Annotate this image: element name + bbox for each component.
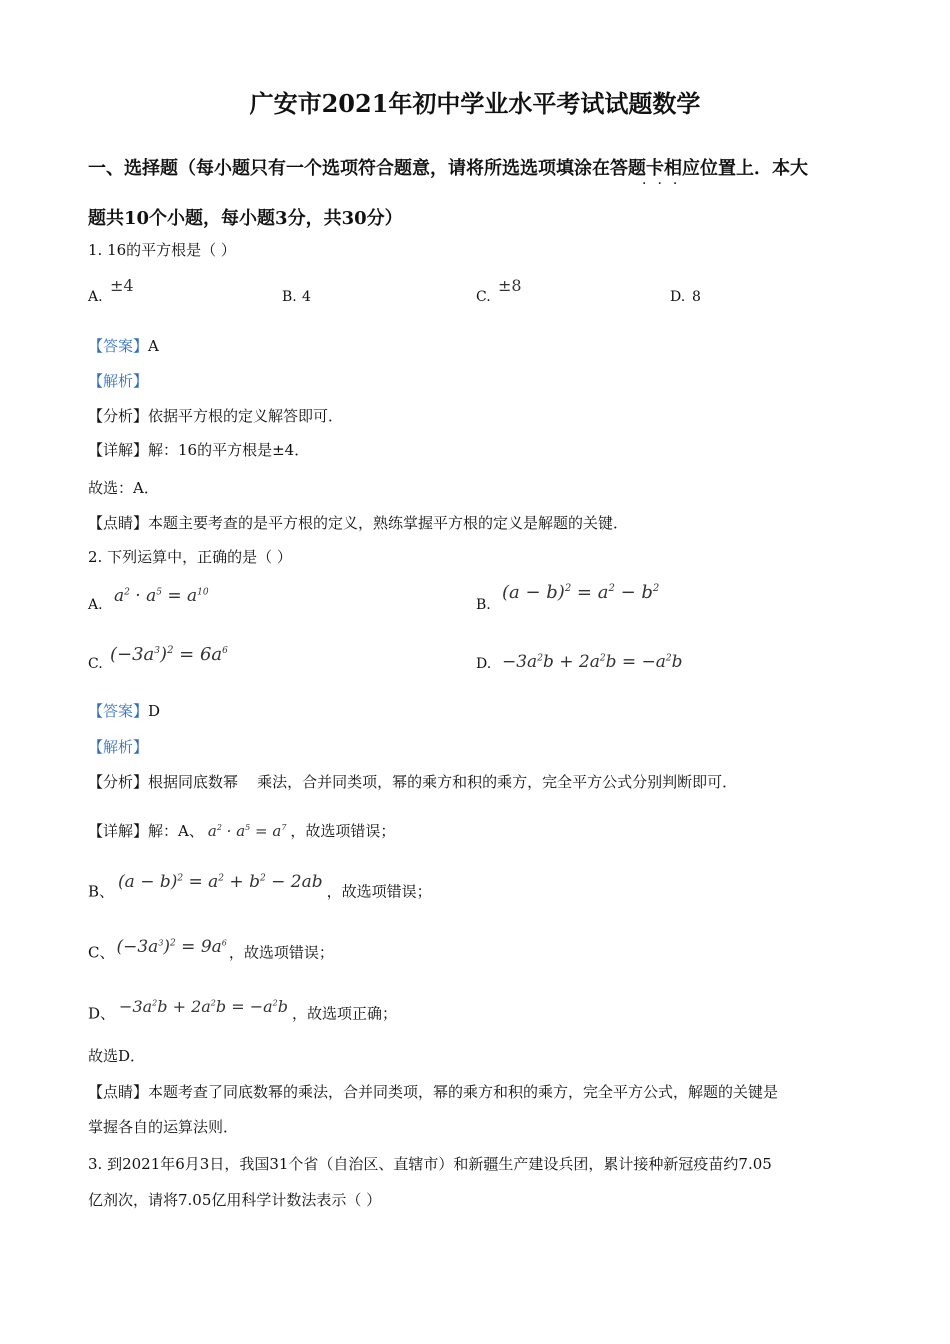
q2-option-b-label: B.	[476, 597, 491, 613]
page-title: 广安市2021年初中学业水平考试试题数学	[249, 89, 701, 118]
q2-detail-c-suffix: ，故选项错误；	[228, 943, 334, 962]
q1-option-d-math: 8	[692, 289, 701, 305]
q2-dianjing-line2: 掌握各自的运算法则．	[88, 1118, 239, 1136]
q2-detail-b-suffix: ，故选项错误；	[326, 882, 432, 901]
q2-detail-b-math: $(a - b)^2 = a^2 + b^2 - 2ab$	[118, 871, 323, 892]
q2-detail-d-prefix: D、	[88, 1004, 116, 1023]
q2-detail-a	[88, 818, 395, 841]
q1-dianjing	[88, 513, 628, 533]
q2-dianjing-text1: 本题考查了同底数幂的乘法，合并同类项，幂的乘方和积的乘方，完全平方公式，解题的关键是	[148, 1083, 779, 1101]
q2-choose: 故选D．	[88, 1047, 146, 1065]
q1-option-b-label: B.	[282, 289, 297, 305]
q1-xiangjie	[88, 440, 309, 460]
q3-stem-line1: 3. 到2021年6月3日，我国31个省（自治区、直辖市）和新疆生产建设兵团，累计接种新冠疫苗约7.05	[88, 1155, 772, 1173]
q2-option-d-label: D.	[476, 656, 492, 672]
emphasis-dots: ···	[642, 176, 689, 192]
q1-fenxi	[88, 406, 343, 426]
q2-fenxi	[88, 772, 737, 792]
q2-detail-c-prefix: C、	[88, 943, 115, 962]
q2-detail-a-math: $a^2 \cdot a^5 = a^7$	[207, 822, 287, 840]
q2-answer-value: D	[148, 702, 161, 720]
q2-analysis-tag: 【解析】	[88, 738, 149, 756]
q1-stem: 1. 16的平方根是（ ）	[88, 241, 236, 259]
q1-dianjing-text: 本题主要考查的是平方根的定义，熟练掌握平方根的定义是解题的关键．	[148, 514, 629, 532]
q2-detail-c-math: $(-3a^3)^2 = 9a^6$	[116, 936, 227, 957]
q2-option-a-math: $a^2 \cdot a^5 = a^{10}$	[114, 586, 209, 606]
q1-choose: 故选：A．	[88, 479, 159, 497]
dianjing-tag: 【点睛】	[88, 514, 149, 532]
q2-option-c-label: C.	[88, 656, 103, 672]
section-heading-text: 一、选择题（每小题只有一个选项符合题意，请将所选选项填涂在答题卡相应位置上．本大	[88, 158, 808, 179]
q3-stem-line2: 亿剂次，请将7.05亿用科学计数法表示（ ）	[88, 1191, 382, 1209]
answer-tag: 【答案】	[88, 702, 149, 720]
q2-option-b-math: $(a - b)^2 = a^2 - b^2$	[502, 582, 660, 603]
q2-option-d-math: $-3a^2b + 2a^2b = -a^2b$	[502, 652, 683, 672]
q1-option-a-label: A.	[88, 289, 103, 305]
fenxi-tag: 【分析】	[88, 773, 149, 791]
q1-option-a-math: ±4	[110, 276, 134, 295]
q2-dianjing-line1	[88, 1082, 778, 1102]
q1-option-c-math: ±8	[498, 276, 522, 295]
q1-option-b-math: 4	[302, 289, 311, 305]
q2-detail-b-prefix: B、	[88, 882, 115, 901]
q2-detail-a-prefix: 解：A、	[148, 822, 204, 840]
q2-detail-d-math: $-3a^2b + 2a^2b = -a^2b$	[119, 997, 288, 1017]
fenxi-tag: 【分析】	[88, 407, 149, 425]
q1-fenxi-text: 依据平方根的定义解答即可．	[148, 407, 344, 425]
q1-answer	[88, 336, 159, 356]
q2-detail-d	[88, 997, 398, 1023]
section-heading-line2: 题共10个小题，每小题3分，共30分）	[88, 208, 403, 229]
dianjing-tag: 【点睛】	[88, 1083, 149, 1101]
section-heading-line1	[88, 154, 808, 180]
q1-analysis-tag: 【解析】	[88, 372, 149, 390]
q2-detail-d-suffix: ，故选项正确；	[292, 1004, 398, 1023]
answer-tag: 【答案】	[88, 337, 149, 355]
q1-option-c-label: C.	[476, 289, 491, 305]
q2-detail-c	[88, 936, 334, 963]
q2-stem: 2. 下列运算中，正确的是（ ）	[88, 548, 292, 566]
q1-answer-value: A	[148, 337, 159, 355]
q2-detail-b	[88, 871, 432, 902]
q2-option-c-math: $(-3a^3)^2 = 6a^6$	[110, 644, 228, 665]
q2-detail-a-suffix: ，故选项错误；	[290, 822, 396, 840]
q2-answer	[88, 701, 160, 721]
xiangjie-tag: 【详解】	[88, 441, 149, 459]
q1-option-d-label: D.	[670, 289, 686, 305]
q2-fenxi-text: 根据同底数幂 乘法，合并同类项，幂的乘方和积的乘方，完全平方公式分别判断即可．	[148, 773, 738, 791]
xiangjie-tag: 【详解】	[88, 822, 149, 840]
q2-option-a-label: A.	[88, 597, 103, 613]
q1-xiangjie-text: 解：16的平方根是±4．	[148, 441, 310, 459]
